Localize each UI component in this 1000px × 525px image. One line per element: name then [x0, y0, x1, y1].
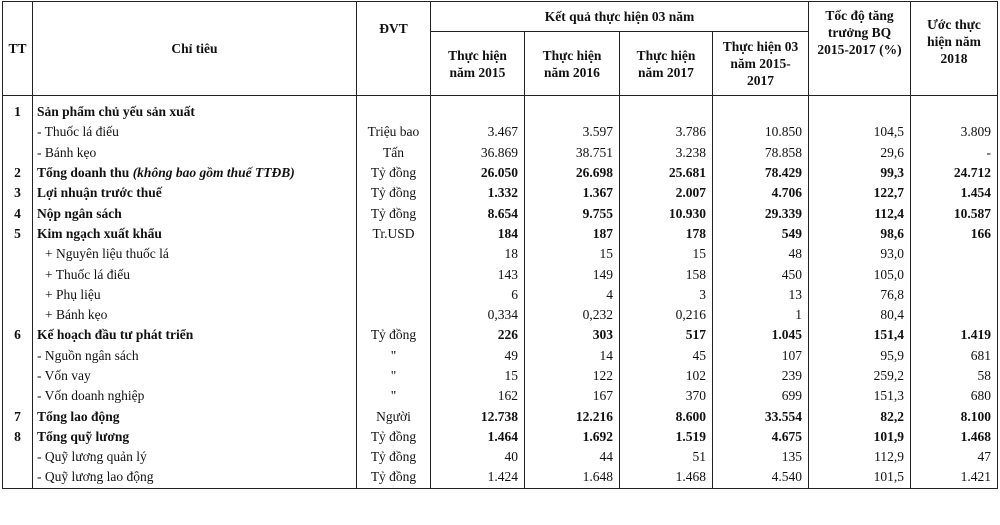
- cell-indicator: [33, 366, 357, 386]
- cell-2015: 226: [431, 325, 525, 345]
- cell-tt: [3, 143, 33, 163]
- cell-est-2018: [911, 305, 998, 325]
- cell-indicator: [33, 203, 357, 223]
- cell-2016: 122: [525, 366, 620, 386]
- cell-2017: [620, 102, 713, 122]
- cell-unit: Người: [357, 406, 431, 426]
- cell-2015: 162: [431, 386, 525, 406]
- header-indicator: Chỉ tiêu: [33, 2, 357, 96]
- cell-indicator: [33, 183, 357, 203]
- table-row: [3, 366, 998, 386]
- cell-unit: Tấn: [357, 143, 431, 163]
- header-total-3y: Thực hiện 03 năm 2015-2017: [713, 32, 809, 96]
- cell-tt: [3, 305, 33, 325]
- cell-indicator: [33, 163, 357, 183]
- table-row: [3, 386, 998, 406]
- cell-tt: [3, 386, 33, 406]
- results-table: [2, 1, 998, 489]
- cell-2017: 517: [620, 325, 713, 345]
- cell-2015: 40: [431, 447, 525, 467]
- cell-tt: 7: [3, 406, 33, 426]
- cell-est-2018: 680: [911, 386, 998, 406]
- cell-total: 1: [713, 305, 809, 325]
- table-row: [3, 285, 998, 305]
- cell-2015: 26.050: [431, 163, 525, 183]
- cell-est-2018: 1.421: [911, 467, 998, 488]
- cell-2017: 8.600: [620, 406, 713, 426]
- cell-total: 4.706: [713, 183, 809, 203]
- cell-2016: 38.751: [525, 143, 620, 163]
- cell-total: 4.540: [713, 467, 809, 488]
- cell-total: 135: [713, 447, 809, 467]
- cell-growth: 259,2: [809, 366, 911, 386]
- cell-unit: Tỷ đồng: [357, 203, 431, 223]
- cell-2016: 4: [525, 285, 620, 305]
- cell-indicator: [33, 386, 357, 406]
- cell-indicator: [33, 325, 357, 345]
- cell-est-2018: 58: [911, 366, 998, 386]
- cell-total: 33.554: [713, 406, 809, 426]
- cell-est-2018: 166: [911, 224, 998, 244]
- cell-est-2018: 47: [911, 447, 998, 467]
- cell-est-2018: 1.454: [911, 183, 998, 203]
- cell-unit: ": [357, 366, 431, 386]
- cell-tt: 8: [3, 427, 33, 447]
- indicator-label: - Nguồn ngân sách: [37, 347, 139, 363]
- cell-2017: 51: [620, 447, 713, 467]
- cell-growth: 76,8: [809, 285, 911, 305]
- table-row: [3, 325, 998, 345]
- cell-2017: 3: [620, 285, 713, 305]
- cell-growth: [809, 102, 911, 122]
- table-row: [3, 143, 998, 163]
- cell-unit: Tỷ đồng: [357, 163, 431, 183]
- cell-total: 48: [713, 244, 809, 264]
- cell-2017: 102: [620, 366, 713, 386]
- cell-est-2018: 681: [911, 346, 998, 366]
- cell-2017: 25.681: [620, 163, 713, 183]
- cell-tt: [3, 366, 33, 386]
- cell-total: 239: [713, 366, 809, 386]
- cell-2015: 18: [431, 244, 525, 264]
- cell-indicator: [33, 244, 357, 264]
- cell-total: 78.429: [713, 163, 809, 183]
- header-2017: Thực hiện năm 2017: [620, 32, 713, 96]
- table-row: [3, 427, 998, 447]
- cell-2017: 10.930: [620, 203, 713, 223]
- cell-indicator: [33, 143, 357, 163]
- cell-2016: [525, 102, 620, 122]
- cell-2015: 36.869: [431, 143, 525, 163]
- table-row: [3, 122, 998, 142]
- header-2016: Thực hiện năm 2016: [525, 32, 620, 96]
- table-row: [3, 224, 998, 244]
- table-row: [3, 183, 998, 203]
- indicator-label: - Quỹ lương lao động: [37, 469, 154, 485]
- header-growth: Tốc độ tăng trưởng BQ 2015-2017 (%): [809, 2, 911, 96]
- cell-tt: 6: [3, 325, 33, 345]
- cell-2017: 1.519: [620, 427, 713, 447]
- cell-2017: 3.238: [620, 143, 713, 163]
- cell-unit: ": [357, 386, 431, 406]
- cell-total: 1.045: [713, 325, 809, 345]
- table-row: [3, 406, 998, 426]
- cell-tt: 5: [3, 224, 33, 244]
- cell-growth: 151,4: [809, 325, 911, 345]
- indicator-label: + Phụ liệu: [45, 286, 101, 302]
- cell-2015: 12.738: [431, 406, 525, 426]
- cell-total: 13: [713, 285, 809, 305]
- cell-2017: 158: [620, 264, 713, 284]
- cell-2015: 143: [431, 264, 525, 284]
- table-row: [3, 102, 998, 122]
- cell-indicator: [33, 467, 357, 488]
- cell-tt: 4: [3, 203, 33, 223]
- cell-unit: [357, 285, 431, 305]
- cell-tt: [3, 346, 33, 366]
- cell-growth: 82,2: [809, 406, 911, 426]
- cell-2016: 0,232: [525, 305, 620, 325]
- cell-growth: 112,4: [809, 203, 911, 223]
- cell-growth: 29,6: [809, 143, 911, 163]
- indicator-label: - Bánh kẹo: [37, 144, 97, 160]
- cell-tt: [3, 285, 33, 305]
- cell-tt: 2: [3, 163, 33, 183]
- table-row: [3, 305, 998, 325]
- indicator-label: + Bánh kẹo: [45, 307, 108, 323]
- cell-2016: 149: [525, 264, 620, 284]
- header-unit: ĐVT: [357, 2, 431, 96]
- cell-total: 78.858: [713, 143, 809, 163]
- cell-growth: 93,0: [809, 244, 911, 264]
- cell-unit: Tỷ đồng: [357, 183, 431, 203]
- cell-growth: 105,0: [809, 264, 911, 284]
- cell-2017: 370: [620, 386, 713, 406]
- cell-est-2018: 10.587: [911, 203, 998, 223]
- cell-2017: 15: [620, 244, 713, 264]
- cell-2016: 1.648: [525, 467, 620, 488]
- cell-2016: 26.698: [525, 163, 620, 183]
- cell-unit: ": [357, 346, 431, 366]
- indicator-label: - Vốn doanh nghiệp: [37, 388, 145, 404]
- indicator-label: Tổng quỹ lương: [37, 428, 130, 444]
- cell-tt: [3, 122, 33, 142]
- indicator-label: Tổng lao động: [37, 408, 120, 424]
- cell-unit: Tỷ đồng: [357, 427, 431, 447]
- cell-est-2018: [911, 264, 998, 284]
- cell-2015: 15: [431, 366, 525, 386]
- cell-total: 450: [713, 264, 809, 284]
- cell-unit: [357, 264, 431, 284]
- cell-growth: 98,6: [809, 224, 911, 244]
- table-row: [3, 346, 998, 366]
- cell-unit: Tỷ đồng: [357, 325, 431, 345]
- cell-2016: 1.692: [525, 427, 620, 447]
- cell-total: 10.850: [713, 122, 809, 142]
- header-results-group: Kết quả thực hiện 03 năm: [431, 2, 809, 32]
- cell-unit: [357, 305, 431, 325]
- cell-growth: 104,5: [809, 122, 911, 142]
- cell-est-2018: 1.419: [911, 325, 998, 345]
- cell-2015: 49: [431, 346, 525, 366]
- indicator-label: Lợi nhuận trước thuế: [37, 185, 162, 201]
- cell-tt: 3: [3, 183, 33, 203]
- cell-2015: 1.332: [431, 183, 525, 203]
- indicator-label: + Nguyên liệu thuốc lá: [45, 246, 169, 262]
- cell-2016: 3.597: [525, 122, 620, 142]
- indicator-label: Tổng doanh thu: [37, 165, 130, 181]
- cell-2016: 14: [525, 346, 620, 366]
- cell-unit: Tỷ đồng: [357, 447, 431, 467]
- cell-est-2018: 24.712: [911, 163, 998, 183]
- cell-est-2018: 8.100: [911, 406, 998, 426]
- table-header: [3, 2, 998, 96]
- cell-est-2018: [911, 285, 998, 305]
- indicator-label: - Thuốc lá điếu: [37, 124, 119, 140]
- cell-2015: 1.464: [431, 427, 525, 447]
- table-row: [3, 203, 998, 223]
- indicator-label: - Vốn vay: [37, 368, 91, 383]
- cell-growth: 112,9: [809, 447, 911, 467]
- cell-total: 107: [713, 346, 809, 366]
- cell-total: 549: [713, 224, 809, 244]
- cell-tt: [3, 264, 33, 284]
- cell-indicator: [33, 305, 357, 325]
- indicator-label: Kim ngạch xuất khẩu: [37, 225, 162, 241]
- cell-2017: 45: [620, 346, 713, 366]
- cell-indicator: [33, 427, 357, 447]
- cell-unit: Triệu bao: [357, 122, 431, 142]
- cell-est-2018: 1.468: [911, 427, 998, 447]
- indicator-label: - Quỹ lương quản lý: [37, 449, 147, 465]
- cell-est-2018: -: [911, 143, 998, 163]
- cell-total: 699: [713, 386, 809, 406]
- cell-unit: [357, 102, 431, 122]
- cell-indicator: [33, 122, 357, 142]
- cell-growth: 122,7: [809, 183, 911, 203]
- cell-2016: 167: [525, 386, 620, 406]
- table-row: [3, 467, 998, 488]
- cell-2015: 6: [431, 285, 525, 305]
- cell-total: [713, 102, 809, 122]
- table-row: [3, 163, 998, 183]
- cell-indicator: [33, 285, 357, 305]
- table-row: [3, 264, 998, 284]
- indicator-label: Sản phẩm chủ yếu sản xuất: [37, 104, 195, 120]
- indicator-note: (không bao gồm thuế TTĐB): [132, 165, 295, 181]
- cell-growth: 80,4: [809, 305, 911, 325]
- cell-2016: 15: [525, 244, 620, 264]
- cell-growth: 99,3: [809, 163, 911, 183]
- cell-2015: 3.467: [431, 122, 525, 142]
- cell-2015: 8.654: [431, 203, 525, 223]
- cell-total: 29.339: [713, 203, 809, 223]
- cell-unit: [357, 244, 431, 264]
- cell-2015: 184: [431, 224, 525, 244]
- cell-growth: 101,9: [809, 427, 911, 447]
- table-body: [3, 96, 998, 489]
- cell-est-2018: 3.809: [911, 122, 998, 142]
- cell-2016: 9.755: [525, 203, 620, 223]
- cell-2016: 303: [525, 325, 620, 345]
- cell-2017: 3.786: [620, 122, 713, 142]
- cell-est-2018: [911, 244, 998, 264]
- cell-2016: 12.216: [525, 406, 620, 426]
- table-row: [3, 244, 998, 264]
- cell-unit: Tỷ đồng: [357, 467, 431, 488]
- cell-2016: 187: [525, 224, 620, 244]
- cell-indicator: [33, 224, 357, 244]
- cell-2015: 1.424: [431, 467, 525, 488]
- cell-2016: 1.367: [525, 183, 620, 203]
- cell-tt: [3, 467, 33, 488]
- cell-2017: 0,216: [620, 305, 713, 325]
- cell-indicator: [33, 406, 357, 426]
- header-2015: Thực hiện năm 2015: [431, 32, 525, 96]
- cell-growth: 101,5: [809, 467, 911, 488]
- indicator-label: + Thuốc lá điếu: [45, 266, 130, 282]
- header-est-2018: Ước thực hiện năm 2018: [911, 2, 998, 96]
- cell-2017: 1.468: [620, 467, 713, 488]
- header-tt: TT: [3, 2, 33, 96]
- indicator-label: Nộp ngân sách: [37, 205, 122, 221]
- cell-est-2018: [911, 102, 998, 122]
- cell-growth: 151,3: [809, 386, 911, 406]
- indicator-label: Kế hoạch đầu tư phát triển: [37, 327, 194, 343]
- cell-2017: 178: [620, 224, 713, 244]
- cell-growth: 95,9: [809, 346, 911, 366]
- cell-indicator: [33, 346, 357, 366]
- cell-tt: 1: [3, 102, 33, 122]
- cell-indicator: [33, 102, 357, 122]
- cell-tt: [3, 447, 33, 467]
- cell-2015: 0,334: [431, 305, 525, 325]
- cell-2017: 2.007: [620, 183, 713, 203]
- cell-total: 4.675: [713, 427, 809, 447]
- table-row: [3, 447, 998, 467]
- cell-indicator: [33, 447, 357, 467]
- cell-2016: 44: [525, 447, 620, 467]
- cell-tt: [3, 244, 33, 264]
- cell-unit: Tr.USD: [357, 224, 431, 244]
- cell-2015: [431, 102, 525, 122]
- cell-indicator: [33, 264, 357, 284]
